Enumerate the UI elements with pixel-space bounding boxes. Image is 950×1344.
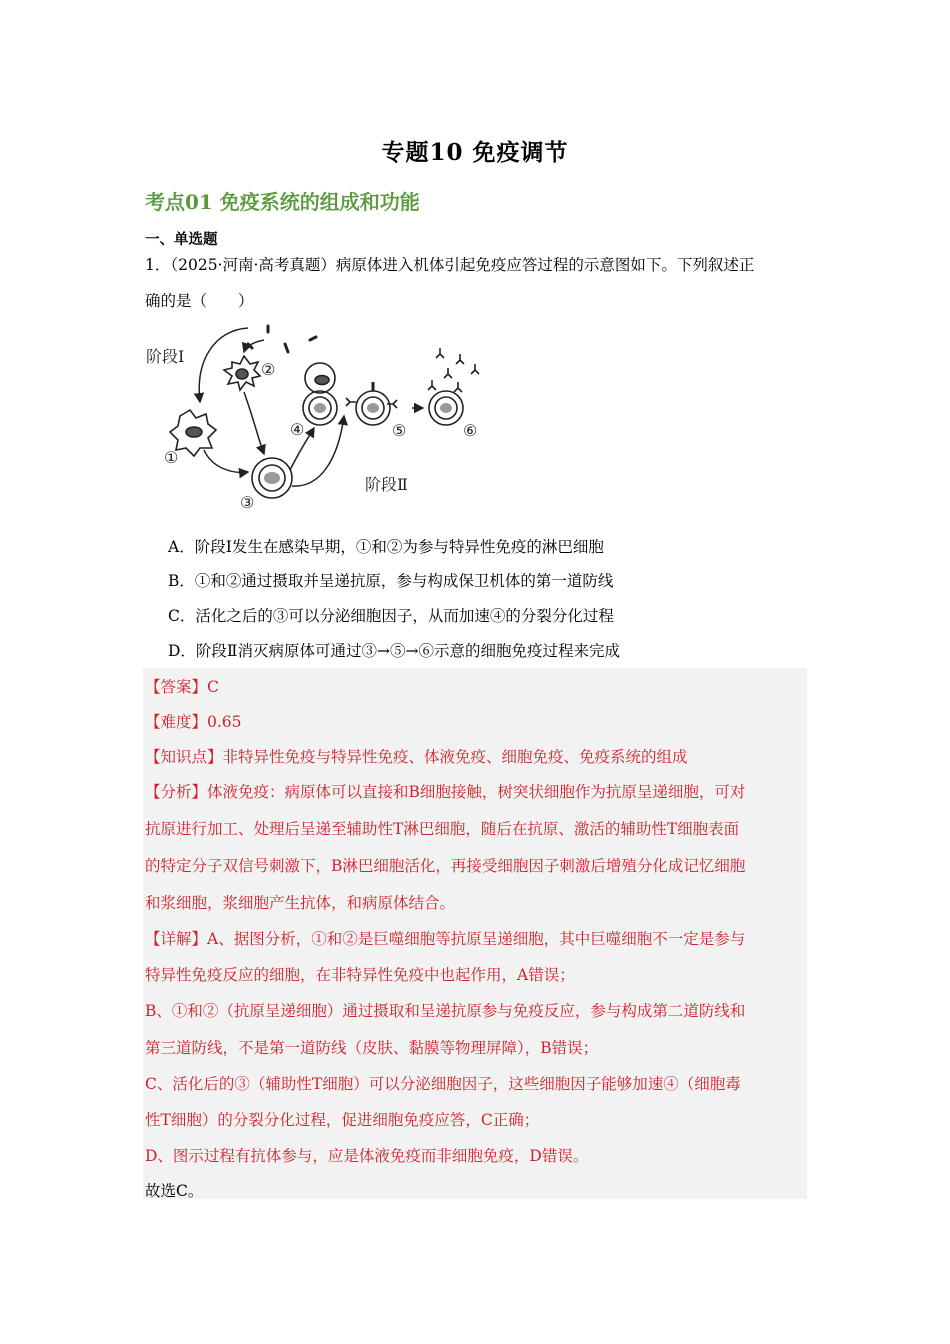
immune-response-diagram (140, 320, 485, 515)
detail-line-1 (145, 927, 745, 949)
label-1: ① (164, 448, 179, 467)
analysis-line-2: 抗原进行加工、处理后呈递至辅助性T淋巴细胞，随后在抗原、激活的辅助性T细胞表面 (145, 820, 740, 838)
detail-line-7: D、图示过程有抗体参与，应是体液免疫而非细胞免疫，D错误。 (145, 1147, 589, 1165)
label-2: ② (261, 360, 276, 379)
section-title: 考点01 免疫系统的组成和功能 (145, 190, 420, 214)
option-d: D．阶段Ⅱ消灭病原体可通过③→⑤→⑥示意的细胞免疫过程来完成 (168, 642, 620, 660)
answer-tag: 【答案】 (145, 678, 208, 696)
stage-1-label: 阶段Ⅰ (146, 347, 185, 366)
detail-line-2: 特异性免疫反应的细胞，在非特异性免疫中也起作用，A错误； (145, 966, 575, 984)
question-type-heading: 一、单选题 (145, 231, 218, 248)
detail-line-6: 性T细胞）的分裂分化过程，促进细胞免疫应答，C正确； (145, 1111, 540, 1129)
analysis-line-4: 和浆细胞，浆细胞产生抗体，和病原体结合。 (145, 894, 456, 912)
detail-tag: 【详解】 (145, 930, 208, 948)
analysis-text-1: 体液免疫：病原体可以直接和B细胞接触，树突状细胞作为抗原呈递细胞，可对 (207, 783, 746, 801)
label-5: ⑤ (392, 421, 407, 440)
answer-line (145, 675, 219, 697)
difficulty-tag: 【难度】 (145, 713, 208, 731)
analysis-line-3: 的特定分子双信号刺激下，B淋巴细胞活化，再接受细胞因子刺激后增殖分化成记忆细胞 (145, 857, 746, 875)
difficulty-value: 0.65 (207, 713, 242, 731)
knowledge-line (145, 745, 688, 767)
question-stem-line-1: 1．（2025·河南·高考真题）病原体进入机体引起免疫应答过程的示意图如下。下列叙述正 (145, 256, 755, 274)
label-3: ③ (240, 493, 255, 512)
detail-line-3: B、①和②（抗原呈递细胞）通过摄取和呈递抗原参与免疫反应，参与构成第二道防线和 (145, 1002, 746, 1020)
option-a: A．阶段Ⅰ发生在感染早期，①和②为参与特异性免疫的淋巴细胞 (168, 538, 604, 556)
knowledge-tag: 【知识点】 (145, 748, 223, 766)
option-c: C．活化之后的③可以分泌细胞因子，从而加速④的分裂分化过程 (168, 607, 614, 625)
analysis-line-1 (145, 780, 745, 802)
option-b: B．①和②通过摄取并呈递抗原，参与构成保卫机体的第一道防线 (168, 572, 614, 590)
detail-line-5: C、活化后的③（辅助性T细胞）可以分泌细胞因子，这些细胞因子能够加速④（细胞毒 (145, 1075, 741, 1093)
conclusion-line: 故选C。 (145, 1182, 204, 1200)
question-stem-line-2: 确的是（ ） (145, 292, 254, 310)
stage-2-label: 阶段Ⅱ (365, 475, 408, 494)
detail-line-4: 第三道防线，不是第一道防线（皮肤、黏膜等物理屏障），B错误； (145, 1039, 599, 1057)
analysis-tag: 【分析】 (145, 783, 208, 801)
page-title: 专题10 免疫调节 (381, 139, 569, 166)
difficulty-line (145, 710, 242, 732)
answer-value: C (207, 678, 219, 696)
label-6: ⑥ (463, 421, 478, 440)
label-4: ④ (290, 420, 305, 439)
knowledge-value: 非特异性免疫与特异性免疫、体液免疫、细胞免疫、免疫系统的组成 (222, 748, 688, 766)
detail-text-1: A、据图分析，①和②是巨噬细胞等抗原呈递细胞，其中巨噬细胞不一定是参与 (207, 930, 746, 948)
